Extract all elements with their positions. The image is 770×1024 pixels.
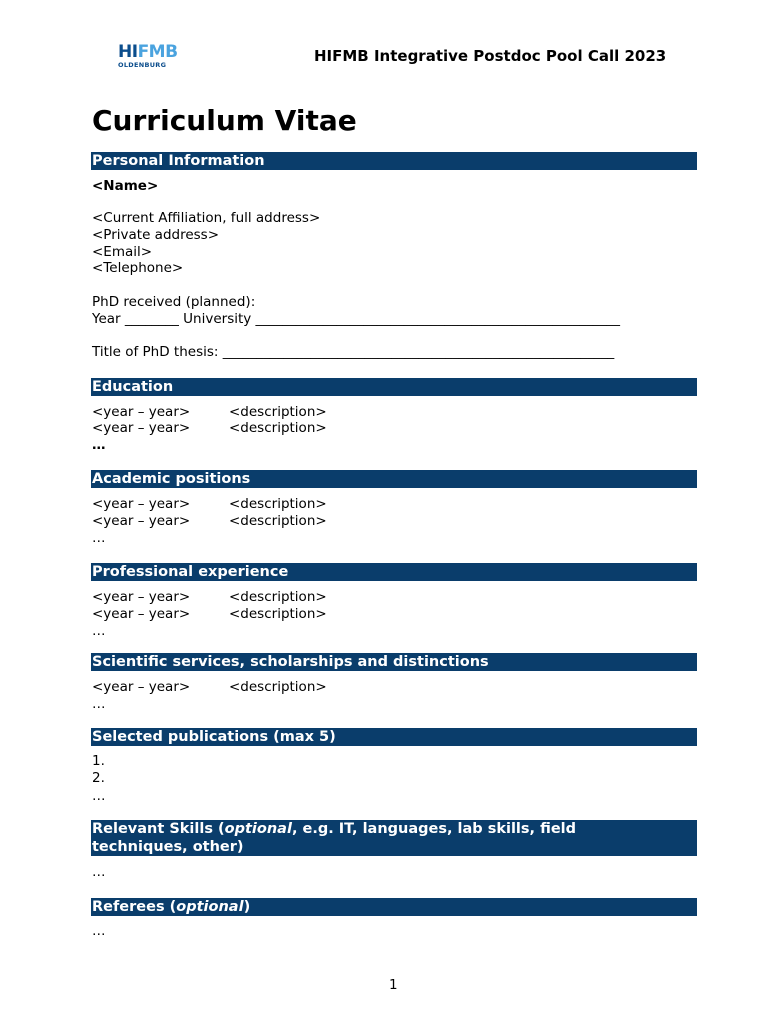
logo-part-hi: HI: [118, 42, 138, 62]
document-title: Curriculum Vitae: [92, 104, 357, 137]
education-row-years: <year – year>: [92, 420, 191, 436]
publications-more: …: [92, 788, 106, 804]
services-row-description: <description>: [229, 679, 327, 695]
email-placeholder: <Email>: [92, 244, 153, 260]
name-placeholder: <Name>: [92, 178, 159, 194]
section-heading-academic: Academic positions: [91, 470, 697, 488]
professional-more: …: [92, 623, 106, 639]
phd-received-label: PhD received (planned):: [92, 294, 256, 310]
page-number: 1: [389, 977, 398, 993]
affiliation-placeholder: <Current Affiliation, full address>: [92, 210, 321, 226]
skills-more: …: [92, 864, 106, 880]
referees-heading-suffix: ): [243, 899, 251, 915]
professional-row-years: <year – year>: [92, 589, 191, 605]
skills-heading-optional: optional: [224, 821, 292, 837]
skills-heading-suffix: , e.g. IT, languages, lab skills, field: [291, 821, 577, 837]
hifmb-logo: [118, 44, 190, 68]
section-heading-services: Scientific services, scholarships and distinctions: [91, 653, 697, 671]
referees-heading-prefix: Referees (: [92, 899, 177, 915]
year-university-line: Year ________ University ______________________________________________________: [92, 311, 621, 327]
telephone-placeholder: <Telephone>: [92, 260, 184, 276]
section-heading-skills: [91, 820, 697, 856]
section-heading-publications: Selected publications (max 5): [91, 728, 697, 746]
logo-subtitle: OLDENBURG: [118, 61, 167, 69]
education-more: …: [92, 437, 106, 453]
header-title: HIFMB Integrative Postdoc Pool Call 2023: [314, 47, 667, 65]
academic-more: …: [92, 530, 106, 546]
skills-heading-line2: techniques, other): [92, 839, 244, 855]
education-row-description: <description>: [229, 404, 327, 420]
section-heading-personal: Personal Information: [91, 152, 697, 170]
professional-row-description: <description>: [229, 589, 327, 605]
services-more: …: [92, 696, 106, 712]
professional-row-description: <description>: [229, 606, 327, 622]
academic-row-description: <description>: [229, 496, 327, 512]
academic-row-years: <year – year>: [92, 496, 191, 512]
section-heading-education: Education: [91, 378, 697, 396]
referees-more: …: [92, 923, 106, 939]
section-heading-referees: [91, 898, 697, 916]
publication-item: 1.: [92, 753, 105, 769]
thesis-title-line: Title of PhD thesis: __________________________________________________________: [92, 344, 615, 360]
education-row-description: <description>: [229, 420, 327, 436]
private-address-placeholder: <Private address>: [92, 227, 220, 243]
services-row-years: <year – year>: [92, 679, 191, 695]
academic-row-description: <description>: [229, 513, 327, 529]
skills-heading-prefix: Relevant Skills (: [92, 821, 225, 837]
section-heading-professional: Professional experience: [91, 563, 697, 581]
logo-wordmark: [118, 44, 190, 61]
logo-part-fmb: FMB: [137, 42, 178, 62]
academic-row-years: <year – year>: [92, 513, 191, 529]
referees-heading-optional: optional: [176, 899, 244, 915]
education-row-years: <year – year>: [92, 404, 191, 420]
professional-row-years: <year – year>: [92, 606, 191, 622]
publication-item: 2.: [92, 770, 105, 786]
